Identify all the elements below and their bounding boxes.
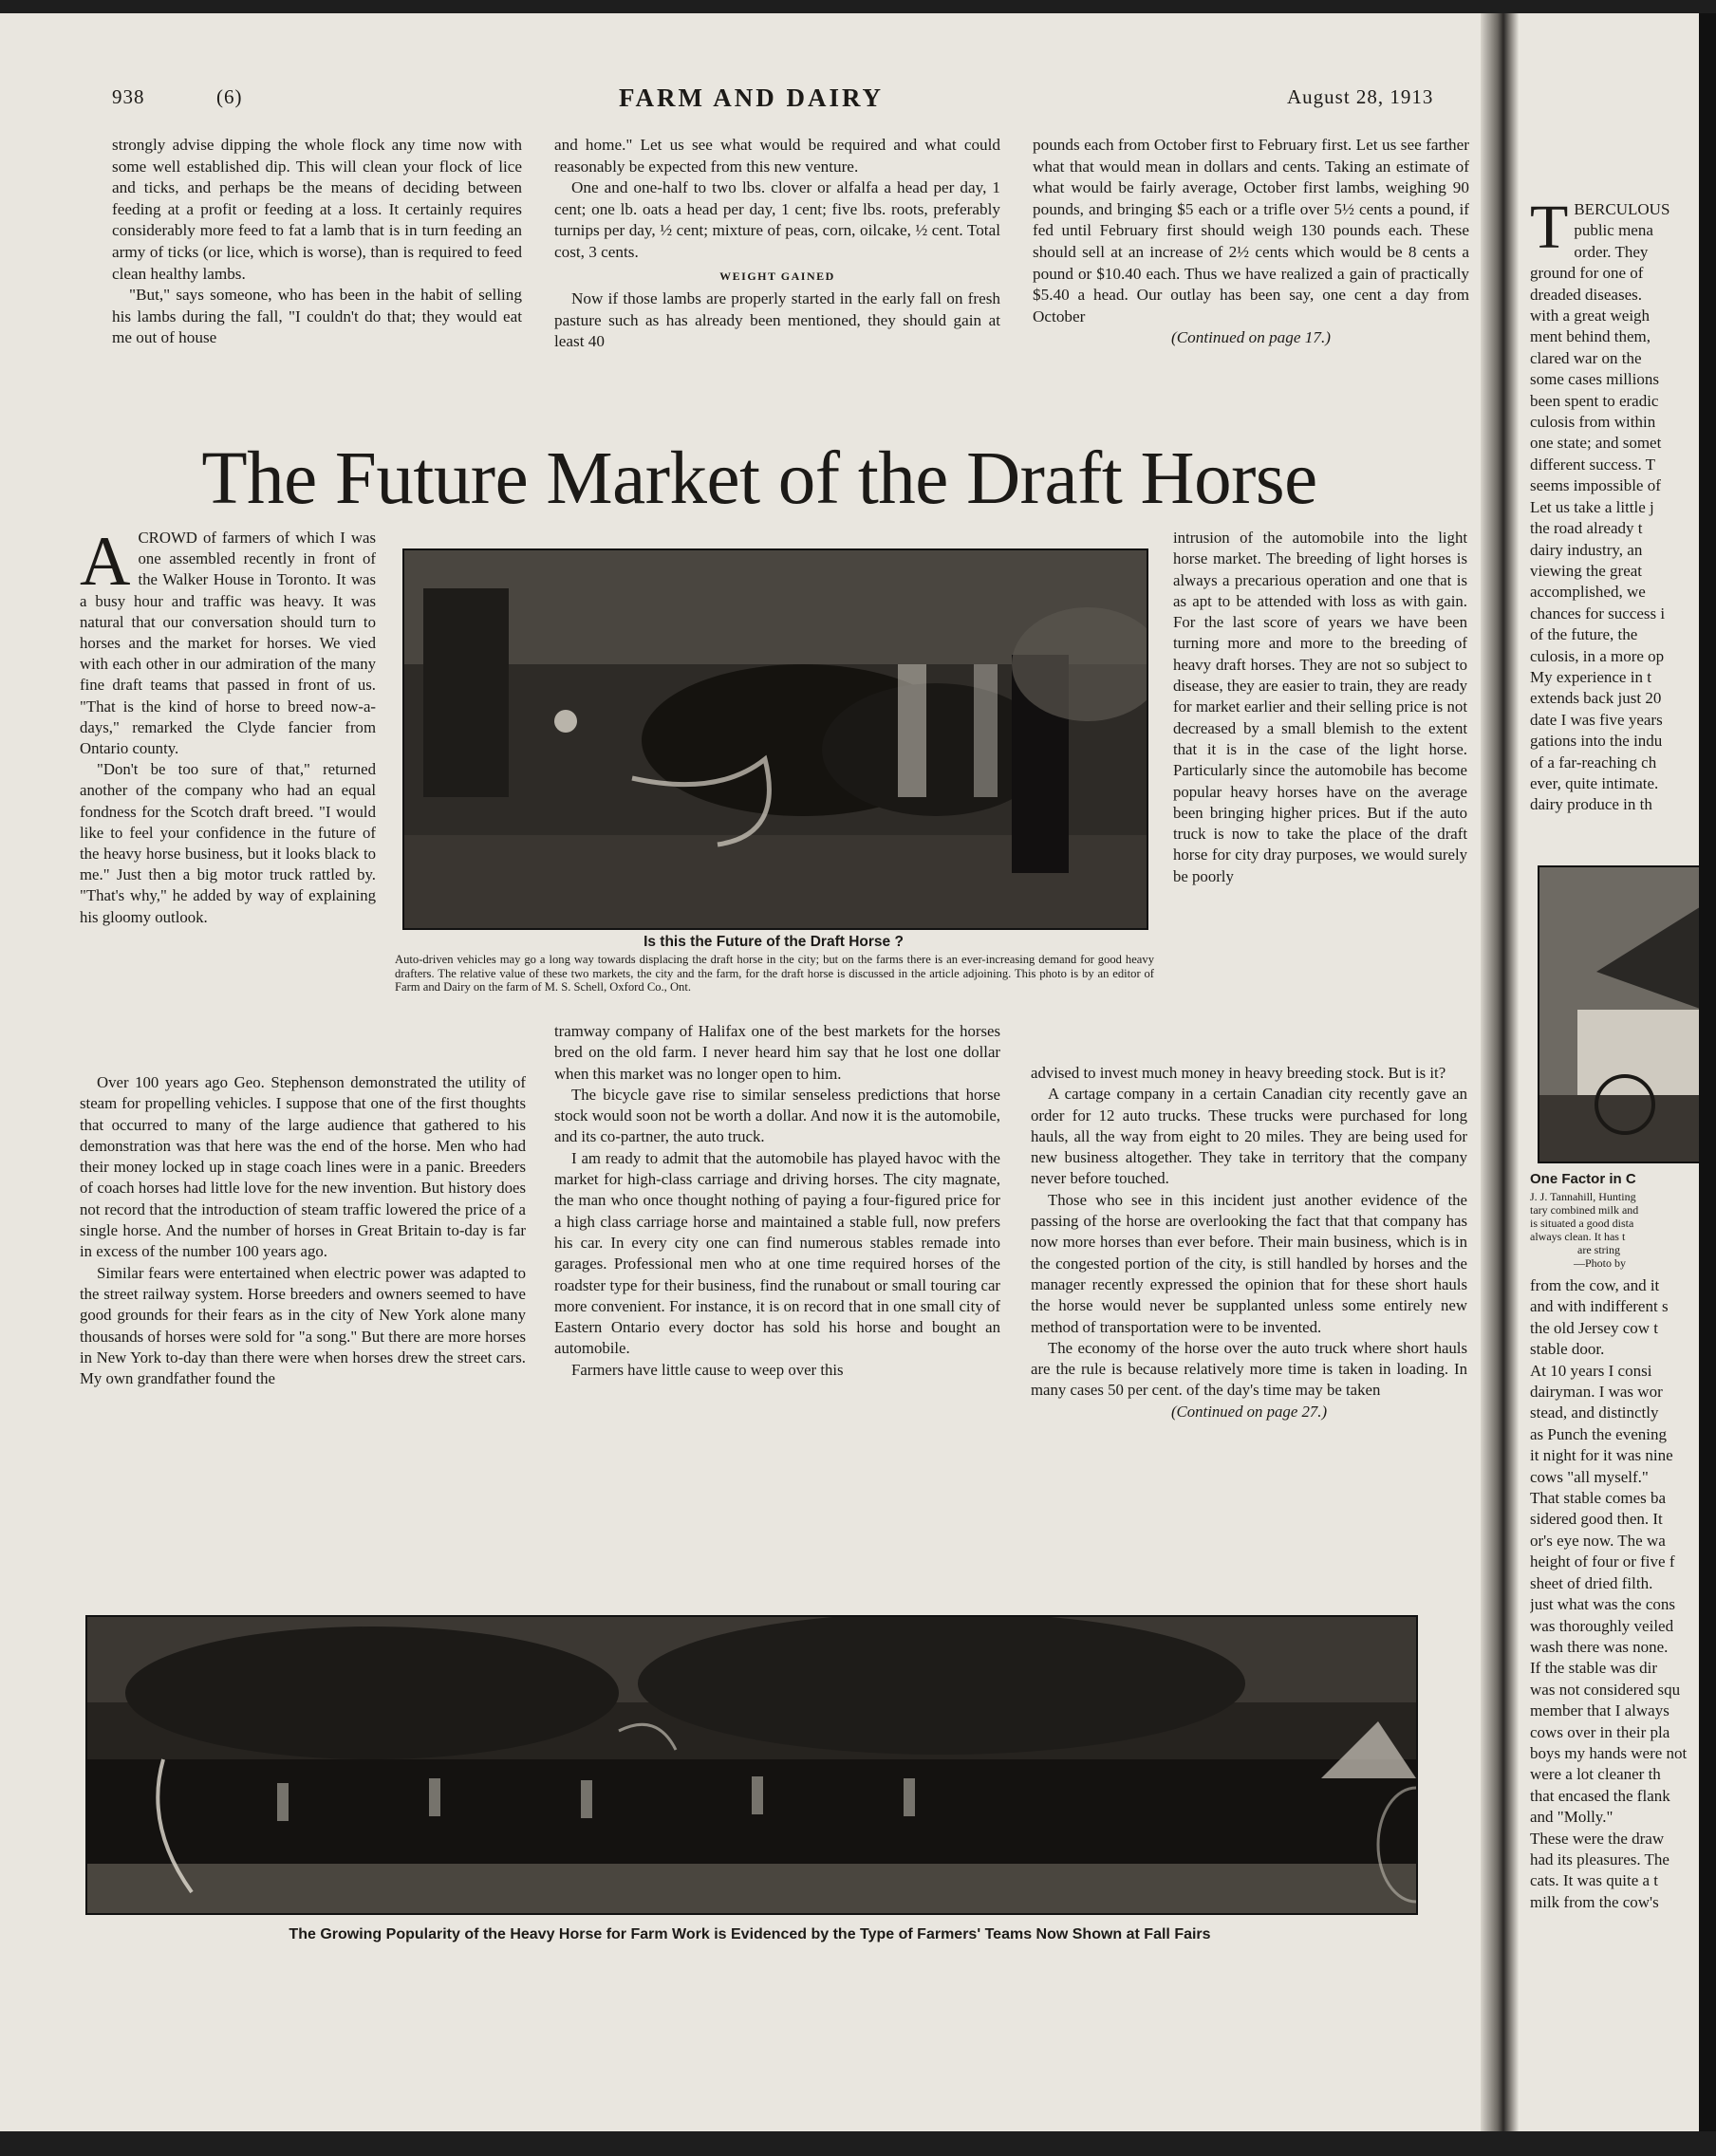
- text-line: Let us take a little j: [1530, 497, 1654, 516]
- text-line: some cases millions: [1530, 370, 1659, 389]
- article-column-3b: [1031, 1063, 1467, 1422]
- text-line: cats. It was quite a t: [1530, 1871, 1659, 1890]
- photo-farmers-teams-fall-fair: [85, 1615, 1418, 1915]
- right-page-caption-title: One Factor in C: [1530, 1171, 1636, 1187]
- text-line: chances for success i: [1530, 604, 1666, 623]
- text-line: as Punch the evening: [1530, 1424, 1667, 1443]
- text-line: sidered good then. It: [1530, 1510, 1663, 1529]
- text-line: stead, and distinctly: [1530, 1403, 1659, 1422]
- paragraph: Farmers have little cause to weep over this: [571, 1360, 844, 1379]
- text-line: public mena: [1574, 221, 1653, 240]
- text-line: it night for it was nine: [1530, 1446, 1673, 1465]
- scan-edge-top: [0, 0, 1716, 13]
- right-page-column-top: [1530, 199, 1699, 816]
- text-line: was thoroughly veiled: [1530, 1616, 1674, 1635]
- paragraph: "Don't be too sure of that," returned another of the company who had an equal fondness for the Scotch draft breed. "I would like to feel your confidence in the future of the heavy horse business, but it looks black to me." Just then a big motor truck rattled by. "That's why," he added by way of explaining his gloomy outlook.: [80, 760, 376, 926]
- text-line: dairy produce in th: [1530, 795, 1652, 814]
- text-line: That stable comes ba: [1530, 1489, 1667, 1508]
- text-line: clared war on the: [1530, 348, 1642, 367]
- continued-note: (Continued on page 17.): [1170, 328, 1332, 347]
- text-line: ever, quite intimate.: [1530, 773, 1659, 792]
- text-line: dairy industry, an: [1530, 540, 1643, 559]
- paragraph: Now if those lambs are properly started in the early fall on fresh pasture such as has already been mentioned, they should gain at least 40: [554, 289, 1000, 351]
- text-line: dreaded diseases.: [1530, 285, 1643, 304]
- text-line: dairyman. I was wor: [1530, 1383, 1663, 1402]
- text-line: different success. T: [1530, 455, 1656, 474]
- article-column-1b: [80, 1072, 526, 1389]
- text-line: of the future, the: [1530, 625, 1638, 644]
- section-number: (6): [216, 85, 243, 108]
- text-line: These were the draw: [1530, 1829, 1665, 1848]
- text-line: are string: [1577, 1243, 1620, 1256]
- drop-cap: A: [80, 523, 131, 601]
- photo-draft-horses-cart: [402, 548, 1148, 930]
- continued-note: (Continued on page 27.): [1170, 1402, 1328, 1421]
- text-line: the road already t: [1530, 519, 1643, 538]
- text-line: If the stable was dir: [1530, 1659, 1658, 1678]
- top-column-1: [112, 135, 522, 349]
- paragraph: tramway company of Halifax one of the best markets for the horses bred on the old farm. I never heard him say that he lost one dollar when this market was no longer open to him.: [554, 1022, 1000, 1083]
- text-line: stable door.: [1530, 1340, 1605, 1359]
- paragraph: The economy of the horse over the auto truck where short hauls are the rule is because relatively more time is taken in loading. In many cases 50 per cent. of the day's time may be taken: [1031, 1338, 1467, 1400]
- paragraph: intrusion of the automobile into the light horse market. The breeding of light horses is always a precarious operation and one that is as apt to be attended with loss as with gain. For the last score of years we have been turning more and more to the breeding of heavy draft horses. They are not so subject to disease, they are easier to train, they are ready for market earlier and their selling price is not decreased by a small blemish to the extent that it is in the case of the light horse. Particularly since the automobile has become popular heavy horses have on the average been bringing higher prices. But if the auto truck is now to take the place of the draft horse for city dray purposes, we would surely be poorly: [1173, 529, 1467, 885]
- text-line: been spent to eradic: [1530, 391, 1659, 410]
- text-line: from the cow, and it: [1530, 1276, 1660, 1294]
- photo-image: [87, 1617, 1416, 1913]
- text-line: gations into the indu: [1530, 732, 1663, 751]
- text-line: accomplished, we: [1530, 583, 1646, 602]
- text-line: member that I always: [1530, 1701, 1669, 1720]
- text-line: or's eye now. The wa: [1530, 1531, 1666, 1550]
- text-line: —Photo by: [1574, 1256, 1627, 1270]
- text-line: tary combined milk and: [1530, 1203, 1639, 1217]
- text-line: was not considered squ: [1530, 1680, 1681, 1699]
- article-column-1a: [80, 523, 376, 928]
- text-line: one state; and somet: [1530, 434, 1662, 453]
- article-column-3a: [1173, 528, 1467, 887]
- text-line: milk from the cow's: [1530, 1892, 1659, 1911]
- paragraph: pounds each from October first to February first. Let us see farther what that would mean in dollars and cents. Taking an estimate of what would be fairly average, October first lambs, weighing 90 pounds, and bringing $5 each or a trifle over 5½ cents a pound, if fed until February first should weigh 130 pounds each. These should sell at an increase of 2½ cents which would be 8 cents a pound or $10.40 each. Thus we have realized a gain of practically $5.40 a head. Our outlay has been say, one cent a day from October: [1033, 136, 1469, 325]
- text-line: just what was the cons: [1530, 1595, 1675, 1614]
- subheading: WEIGHT GAINED: [719, 269, 835, 283]
- right-page-column-bottom: [1530, 1275, 1699, 1913]
- paragraph: CROWD of farmers of which I was one assembled recently in front of the Walker House in Toronto. It was a busy hour and traffic was heavy. It was natural that our conversation should turn to horses and the market for horses. We vied with each other in our admiration of the many fine draft teams that passed in front of us. "That is the kind of horse to breed now-a-days," remarked the Clyde fancier from Ontario county.: [80, 529, 376, 758]
- text-line: extends back just 20: [1530, 689, 1662, 708]
- text-line: date I was five years: [1530, 710, 1663, 729]
- top-column-2: [554, 135, 1000, 353]
- text-line: order. They: [1574, 242, 1649, 261]
- scan-edge-bottom: [0, 2131, 1716, 2156]
- drop-cap: T: [1530, 199, 1569, 262]
- text-line: that encased the flank: [1530, 1786, 1670, 1805]
- photo-image: [1539, 867, 1703, 1162]
- photo1-caption-title: Is this the Future of the Draft Horse ?: [644, 934, 904, 950]
- top-column-3: [1033, 135, 1469, 349]
- text-line: cows over in their pla: [1530, 1722, 1670, 1741]
- paragraph: Those who see in this incident just another evidence of the passing of the horse are overlooking the fact that that company has now more horses than ever before. Their main business, which is in the congested portion of the city, is still handled by horses and the manager recently expressed the opinion that for these short hauls the horse would never be supplanted unless some entirely new method of transportation were to be invented.: [1031, 1190, 1467, 1336]
- article-headline: The Future Market of the Draft Horse: [201, 437, 1317, 520]
- paragraph: The bicycle gave rise to similar senseless predictions that horse stock would soon not be worth a dollar. And now it is the automobile, and its co-partner, the auto truck.: [554, 1085, 1000, 1146]
- text-line: ground for one of: [1530, 264, 1644, 283]
- photo2-caption: The Growing Popularity of the Heavy Horse for Farm Work is Evidenced by the Type of Farmers' Teams Now Shown at Fall Fairs: [289, 1926, 1211, 1942]
- article-column-2: [554, 1021, 1000, 1381]
- text-line: the old Jersey cow t: [1530, 1318, 1659, 1337]
- publication-title: FARM AND DAIRY: [619, 84, 885, 112]
- text-line: My experience in t: [1530, 667, 1651, 686]
- paragraph: "But," says someone, who has been in the habit of selling his lambs during the fall, "I couldn't do that; they would eat me out of house: [112, 286, 522, 347]
- text-line: and with indifferent s: [1530, 1297, 1669, 1316]
- text-line: is situated a good dista: [1530, 1217, 1634, 1230]
- text-line: with a great weigh: [1530, 307, 1651, 325]
- text-line: culosis from within: [1530, 413, 1656, 432]
- paragraph: advised to invest much money in heavy breeding stock. But is it?: [1031, 1064, 1446, 1082]
- paragraph: strongly advise dipping the whole flock any time now with some well established dip. This will clean your flock of lice and ticks, and perhaps be the means of deciding between feeding at a profit or feeding at a loss. It certainly requires considerably more feed to fat a lamb that is in turn feeding an army of ticks (or lice, which is worse), than is required to feed clean healthy lambs.: [112, 136, 522, 283]
- scan-edge-right: [1699, 0, 1716, 2156]
- page-number: 938: [112, 85, 145, 108]
- text-line: and "Molly.": [1530, 1808, 1613, 1827]
- text-line: At 10 years I consi: [1530, 1361, 1652, 1380]
- text-line: always clean. It has t: [1530, 1230, 1626, 1243]
- text-line: of a far-reaching ch: [1530, 753, 1657, 771]
- text-line: viewing the great: [1530, 561, 1643, 580]
- right-page-caption: [1530, 1190, 1699, 1270]
- paragraph: Over 100 years ago Geo. Stephenson demonstrated the utility of steam for propelling vehicles. I suppose that one of the first thoughts that occurred to many of the large audience that gathered to his demonstration was that here was the end of the horse. Men who had their money locked up in stage coach lines were in a panic. Breeders of coach horses had little love for the new invention. But history does not record that the introduction of steam traffic lowered the price of a single horse. And the number of horses in Great Britain to-day is far in excess of the number 100 years ago.: [80, 1073, 526, 1261]
- text-line: ment behind them,: [1530, 327, 1651, 346]
- photo-image: [404, 550, 1147, 928]
- paragraph: and home." Let us see what would be required and what could reasonably be expected from this new venture.: [554, 136, 1000, 176]
- paragraph: A cartage company in a certain Canadian city recently gave an order for 12 auto trucks. These trucks were purchased for long hauls, all the way from eight to 20 miles. They are being used for new business altogether. They take in territory that the company never before touched.: [1031, 1085, 1467, 1188]
- paragraph: One and one-half to two lbs. clover or alfalfa a head per day, 1 cent; one lb. oats a head per day, 1 cent; five lbs. roots, preferably turnips per day, ½ cent; mixture of peas, corn, oilcake, ½ cent. Total cost, 3 cents.: [554, 178, 1000, 261]
- paragraph: Similar fears were entertained when electric power was adapted to the street railway system. Horse breeders and owners seemed to have good grounds for their fears as in the city of New York alone many thousands of horses were sold for "a song." But there are more horses in New York to-day than there were when horses drew the street cars. My own grandfather found the: [80, 1263, 526, 1388]
- text-line: had its pleasures. The: [1530, 1849, 1669, 1868]
- text-line: cows "all myself.": [1530, 1467, 1649, 1486]
- text-line: J. J. Tannahill, Hunting: [1530, 1190, 1636, 1203]
- text-line: wash there was none.: [1530, 1637, 1669, 1656]
- text-line: boys my hands were not: [1530, 1743, 1688, 1762]
- text-line: seems impossible of: [1530, 476, 1661, 495]
- text-line: BERCULOUS: [1574, 200, 1670, 218]
- text-line: culosis, in a more op: [1530, 646, 1665, 665]
- page-fold-shadow: [1481, 0, 1519, 2156]
- text-line: were a lot cleaner th: [1530, 1765, 1661, 1784]
- text-line: height of four or five f: [1530, 1552, 1675, 1571]
- text-line: sheet of dried filth.: [1530, 1573, 1653, 1592]
- issue-date: August 28, 1913: [1287, 85, 1434, 108]
- paragraph: I am ready to admit that the automobile has played havoc with the market for high-class carriage and driving horses. The city magnate, the man who once thought nothing of paying a four-figured price for a high class carriage horse and maintained a stable full, now prefers his car. In every city one can find numerous stables remade into garages. Professional men who at one time required horses of the roadster type for their business, find the runabout or small touring car more convenient. For instance, it is on record that in one small city of Eastern Ontario every doctor has sold his horse and bought an automobile.: [554, 1148, 1000, 1358]
- photo1-caption-body: Auto-driven vehicles may go a long way towards displacing the draft horse in the city; but on the farms there is an ever-increasing demand for good heavy drafters. The relative value of these two markets, the city and the farm, for the draft horse is discussed in the article adjoining. This photo is by an editor of Farm and Dairy on the farm of M. S. Schell, Oxford Co., Ont.: [395, 953, 1154, 994]
- right-page-photo: [1538, 865, 1703, 1163]
